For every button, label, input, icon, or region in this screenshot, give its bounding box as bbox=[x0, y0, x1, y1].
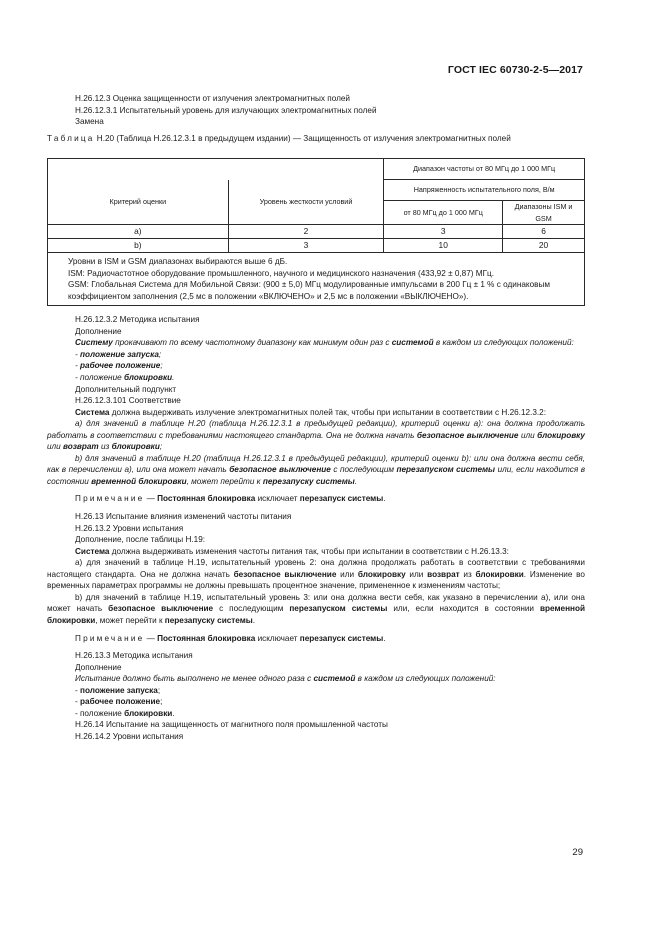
term: Постоянная блокировка bbox=[157, 633, 256, 643]
text: . bbox=[354, 476, 358, 486]
text: - положение bbox=[75, 708, 125, 718]
text: должна выдерживать излучение электромагнитных полей так, чтобы при испытании в соответствии с H.26.12.3.2: bbox=[109, 407, 546, 417]
clause-title: H.26.12.3.1 Испытательный уровень для излучающих электромагнитных полей bbox=[75, 105, 377, 115]
clause-item bbox=[47, 592, 585, 627]
text: . bbox=[383, 494, 386, 504]
list-item bbox=[47, 349, 585, 361]
clause-action: Дополнение, после таблицы H.19: bbox=[75, 535, 206, 545]
cell-ism: 20 bbox=[503, 239, 585, 253]
term: Систему bbox=[75, 338, 113, 348]
clause-action: Дополнительный подпункт bbox=[75, 384, 177, 394]
list-item bbox=[47, 360, 585, 372]
text: b) для значений в таблице H.20 (таблица H.26.12.3.1 в предыдущей редакции), критерий оценки b): или она должна вести себя, как в перечислении a), или она может начать bbox=[47, 453, 585, 475]
text: с последующим bbox=[213, 604, 290, 614]
clause-title: H.26.13.3 Методика испытания bbox=[75, 651, 193, 661]
term: временной блокировки bbox=[91, 476, 187, 486]
note bbox=[47, 633, 585, 645]
term: перезапуску системы bbox=[164, 615, 253, 625]
text: . bbox=[172, 708, 175, 718]
table-caption-label: Таблица bbox=[47, 133, 95, 143]
text: или, если находится в состоянии bbox=[47, 465, 585, 486]
text: должна выдерживать изменения частоты питания так, чтобы при испытании в соответствии с H.26.13.3: bbox=[109, 546, 509, 556]
term: временной блокировки bbox=[47, 604, 586, 625]
list-item bbox=[47, 696, 585, 708]
text: . bbox=[252, 615, 256, 625]
table-header-empty bbox=[48, 159, 384, 180]
text: из bbox=[98, 442, 112, 452]
term: положение запуска bbox=[80, 349, 159, 359]
text: из bbox=[459, 569, 476, 579]
text: . bbox=[383, 633, 386, 643]
table-row bbox=[48, 239, 585, 253]
text: . bbox=[172, 373, 175, 383]
cell-ism: 6 bbox=[503, 225, 585, 239]
clause-title: H.26.13 Испытание влияния изменений частоты питания bbox=[75, 512, 292, 522]
term: блокировку bbox=[537, 430, 585, 440]
text: или, если находится в состоянии bbox=[387, 604, 540, 614]
term: Система bbox=[75, 407, 110, 417]
standard-header: ГОСТ IEC 60730-2-5—2017 bbox=[447, 64, 583, 76]
list-dash: - bbox=[75, 349, 81, 359]
term: блокировки bbox=[123, 373, 173, 383]
list-dash: - bbox=[75, 685, 81, 695]
clause-action: Дополнение bbox=[75, 326, 122, 336]
term: безопасное выключение bbox=[416, 430, 519, 440]
table-header-severity: Уровень жесткости условий bbox=[228, 180, 384, 225]
immunity-table bbox=[47, 158, 585, 253]
list-dash: - bbox=[75, 361, 81, 371]
page-content bbox=[47, 93, 585, 742]
clause-title: H.26.12.3.101 Соответствие bbox=[75, 396, 181, 406]
text: — bbox=[144, 633, 158, 643]
term: возврат bbox=[427, 569, 460, 579]
text: ; bbox=[159, 442, 163, 452]
page-number: 29 bbox=[572, 847, 583, 858]
term: безопасное выключение bbox=[108, 604, 214, 614]
note-label: Примечание bbox=[75, 494, 145, 504]
text: исключает bbox=[255, 633, 300, 643]
table-caption bbox=[47, 133, 585, 145]
term: перезапуск системы bbox=[299, 494, 384, 504]
clause-action: Дополнение bbox=[75, 662, 122, 672]
cell-criterion: a) bbox=[48, 225, 229, 239]
term: блокировки bbox=[111, 442, 160, 452]
table-note: ISM: Радиочастотное оборудование промышленного, научного и медицинского назначения (433,92 ± 0,87) МГц. bbox=[68, 268, 494, 278]
text: или bbox=[336, 569, 358, 579]
term: возврат bbox=[63, 442, 99, 452]
list-item bbox=[47, 372, 585, 384]
clause-title: H.26.12.3.2 Методика испытания bbox=[75, 315, 200, 325]
clause-title: H.26.12.3 Оценка защищенности от излучения электромагнитных полей bbox=[75, 94, 351, 103]
clause-text bbox=[47, 337, 585, 349]
term: рабочее положение bbox=[80, 361, 161, 371]
term: Система bbox=[75, 546, 110, 556]
text: ; bbox=[157, 685, 161, 695]
term: системой bbox=[391, 338, 434, 348]
table-row bbox=[48, 225, 585, 239]
table-header-band: Диапазон частоты от 80 МГц до 1 000 МГц bbox=[384, 159, 585, 180]
text: прокачивают по всему частотному диапазону как минимум один раз с bbox=[112, 338, 392, 348]
text: b) для значений в таблице H.19, испытательный уровень 3: или она должна вести себя, как указано в перечислении a), или она может начать bbox=[47, 592, 585, 614]
clause-title: H.26.14.2 Уровни испытания bbox=[75, 731, 184, 741]
text: в каждом из следующих положений: bbox=[433, 338, 574, 348]
list-item bbox=[47, 708, 585, 720]
text: a) для значений в таблице H.20 (таблица H.26.12.3.1 в предыдущей редакции), критерий оценки a): она должна продолжать работать в соответствии с требованиями настоящего стандарта. Она не должна начать bbox=[47, 419, 585, 440]
cell-80mhz: 3 bbox=[384, 225, 503, 239]
term: безопасное выключение bbox=[229, 465, 331, 475]
table-notes bbox=[47, 253, 585, 306]
cell-80mhz: 10 bbox=[384, 239, 503, 253]
text: с последующим bbox=[330, 465, 397, 475]
clause-item bbox=[47, 418, 585, 453]
text: исключает bbox=[255, 494, 300, 504]
text: Испытание должно быть выполнено не менее одного раза с bbox=[75, 674, 314, 684]
table-header-criterion: Критерий оценки bbox=[48, 180, 229, 225]
text: — bbox=[144, 494, 158, 504]
text: a) для значений в таблице H.19, испытательный уровень 2: она должна продолжать работать в соответствии с требованиями настоящего стандарта. Она не должна начать bbox=[47, 558, 585, 579]
term: блокировку bbox=[357, 569, 406, 579]
term: системой bbox=[313, 674, 356, 684]
term: блокировки bbox=[124, 708, 173, 718]
text: или bbox=[518, 430, 538, 440]
clause-item bbox=[47, 557, 585, 592]
term: перезапуск системы bbox=[299, 633, 384, 643]
term: перезапуском системы bbox=[289, 604, 388, 614]
term: блокировки bbox=[475, 569, 524, 579]
text: . Изменение во временных параметрах программы не должны превышать процентное значение, примененное к изменениям частоты; bbox=[47, 569, 585, 591]
term: перезапуску системы bbox=[262, 476, 355, 486]
text: или bbox=[405, 569, 428, 579]
note bbox=[47, 493, 585, 505]
clause-action: Замена bbox=[75, 117, 104, 127]
text: ; bbox=[158, 349, 162, 359]
text: - положение bbox=[75, 373, 124, 383]
list-item bbox=[47, 685, 585, 697]
text: ; bbox=[160, 361, 163, 371]
term: рабочее положение bbox=[80, 697, 161, 707]
table-header-strength: Напряженность испытательного поля, В/м bbox=[384, 180, 585, 201]
table-header-ism: Диапазоны ISM и GSM bbox=[503, 201, 585, 225]
clause-item bbox=[47, 453, 585, 488]
table-header-80mhz: от 80 МГц до 1 000 МГц bbox=[384, 201, 503, 225]
clause-text bbox=[47, 407, 585, 419]
text: в каждом из следующих положений: bbox=[355, 674, 496, 684]
text: ; bbox=[160, 697, 163, 707]
term: положение запуска bbox=[80, 685, 158, 695]
text: , может перейти к bbox=[95, 615, 165, 625]
term: безопасное выключение bbox=[233, 569, 337, 579]
cell-severity: 2 bbox=[228, 225, 384, 239]
table-note: GSM: Глобальная Система для Мобильной Связи: (900 ± 5,0) МГц модулированные импульсами в 200 Гц ± 1 % с одинаковым коэффициентом заполнения (2,5 мс в положении «ВКЛЮЧЕНО» и 2,5 мс в положении «ВЫКЛЮЧЕНО»). bbox=[68, 280, 550, 301]
clause-title: H.26.14 Испытание на защищенность от магнитного поля промышленной частоты bbox=[75, 720, 388, 730]
note-label: Примечание bbox=[75, 633, 145, 643]
term: Постоянная блокировка bbox=[157, 494, 256, 504]
text: , может перейти к bbox=[186, 476, 263, 486]
term: перезапуском системы bbox=[396, 465, 496, 475]
clause-text bbox=[47, 673, 585, 685]
list-dash: - bbox=[75, 697, 81, 707]
table-caption-text: H.20 (Таблица H.26.12.3.1 в предыдущем издании) — Защищенность от излучения электромагнитных полей bbox=[94, 133, 511, 143]
clause-title: H.26.13.2 Уровни испытания bbox=[75, 523, 184, 533]
table-note: Уровни в ISM и GSM диапазонах выбираются выше 6 дБ. bbox=[68, 257, 288, 267]
text: или bbox=[47, 442, 63, 452]
clause-text bbox=[47, 546, 585, 558]
cell-criterion: b) bbox=[48, 239, 229, 253]
cell-severity: 3 bbox=[228, 239, 384, 253]
